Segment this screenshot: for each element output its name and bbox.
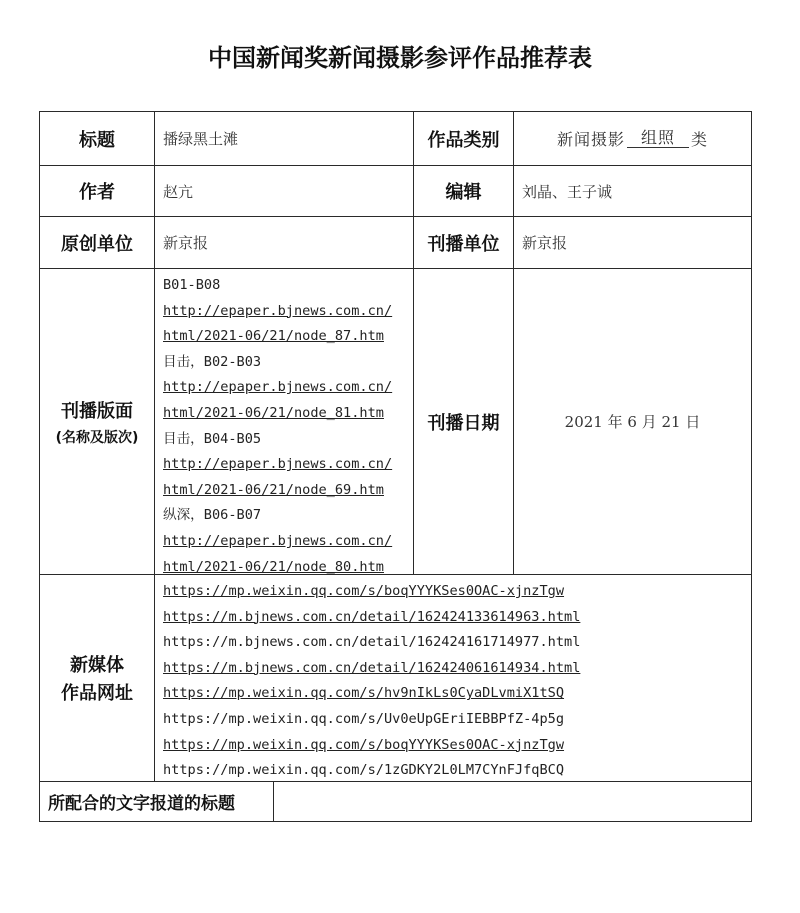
editor-label: 编辑 xyxy=(445,182,482,203)
category-label: 作品类别 xyxy=(427,129,500,151)
author-label: 作者 xyxy=(79,182,115,203)
layout-line: 目击，B04-B05 xyxy=(163,430,262,447)
original-unit-value: 新京报 xyxy=(163,234,209,252)
category-fill: 组照 xyxy=(627,129,689,148)
publish-date-label-cell xyxy=(413,268,514,575)
related-text-value-cell xyxy=(273,781,752,822)
layout-sublabel: (名称及版次) xyxy=(55,429,139,446)
category-value-cell xyxy=(513,111,752,166)
layout-link[interactable]: html/2021-06/21/node_81.htm xyxy=(163,404,384,421)
layout-value-cell xyxy=(154,268,414,575)
publish-unit-label: 刊播单位 xyxy=(427,233,500,255)
layout-link[interactable]: http://epaper.bjnews.com.cn/ xyxy=(163,379,393,396)
publish-date-value-cell xyxy=(513,268,752,575)
publish-unit-label-cell xyxy=(413,216,514,269)
layout-link[interactable]: html/2021-06/21/node_69.htm xyxy=(163,481,384,498)
author-value-cell xyxy=(154,165,414,217)
category-prefix: 新闻摄影 xyxy=(556,130,625,149)
layout-line: 纵深，B06-B07 xyxy=(163,507,262,524)
publish-unit-value-cell xyxy=(513,216,752,269)
new-media-url: https://mp.weixin.qq.com/s/Uv0eUpGEriIEBBPfZ-4p5g xyxy=(163,710,565,727)
title-label: 标题 xyxy=(79,129,115,151)
related-text-label: 所配合的文字报道的标题 xyxy=(48,794,235,814)
layout-line: B01-B08 xyxy=(163,277,221,293)
new-media-label-2: 作品网址 xyxy=(61,683,133,704)
new-media-url: https://m.bjnews.com.cn/detail/162424161714977.html xyxy=(163,634,581,651)
new-media-urls xyxy=(163,579,580,782)
layout-link[interactable]: http://epaper.bjnews.com.cn/ xyxy=(163,532,393,549)
new-media-link[interactable]: https://mp.weixin.qq.com/s/boqYYYKSes0OAC-xjnzTgw xyxy=(163,736,565,753)
editor-value-cell xyxy=(513,165,752,217)
original-unit-label-cell xyxy=(39,216,155,269)
editor-label-cell xyxy=(413,165,514,217)
layout-line: 目击，B02-B03 xyxy=(163,353,262,370)
new-media-link[interactable]: https://m.bjnews.com.cn/detail/162424133614963.html xyxy=(163,608,581,625)
layout-link[interactable]: http://epaper.bjnews.com.cn/ xyxy=(163,302,393,319)
publish-unit-value: 新京报 xyxy=(522,234,568,252)
original-unit-label: 原创单位 xyxy=(61,233,133,255)
layout-link[interactable]: html/2021-06/21/node_87.htm xyxy=(163,328,384,345)
layout-link[interactable]: html/2021-06/21/node_80.htm xyxy=(163,558,384,575)
original-unit-value-cell xyxy=(154,216,414,269)
category-suffix: 类 xyxy=(691,130,709,149)
category-label-cell xyxy=(413,111,514,166)
title-value-cell xyxy=(154,111,414,166)
publish-date-value: 2021 年 6 月 21 日 xyxy=(564,413,701,431)
title-value: 播绿黑土滩 xyxy=(163,130,239,148)
editor-value: 刘晶、王子诚 xyxy=(522,182,613,201)
page-title: 中国新闻奖新闻摄影参评作品推荐表 xyxy=(208,44,592,72)
new-media-link[interactable]: https://mp.weixin.qq.com/s/boqYYYKSes0OAC-xjnzTgw xyxy=(163,583,565,599)
new-media-label-cell xyxy=(39,574,155,782)
layout-lines xyxy=(163,273,392,575)
new-media-link[interactable]: https://mp.weixin.qq.com/s/hv9nIkLs0CyaDLvmiX1tSQ xyxy=(163,685,565,702)
new-media-label-1: 新媒体 xyxy=(70,655,124,676)
new-media-value-cell xyxy=(154,574,752,782)
new-media-link[interactable]: https://m.bjnews.com.cn/detail/162424061614934.html xyxy=(163,659,581,676)
publish-date-label: 刊播日期 xyxy=(427,412,500,434)
layout-label-cell xyxy=(39,268,155,575)
author-label-cell xyxy=(39,165,155,217)
author-value: 赵亢 xyxy=(163,182,194,201)
layout-label: 刊播版面 xyxy=(61,400,133,422)
layout-link[interactable]: http://epaper.bjnews.com.cn/ xyxy=(163,456,393,473)
related-text-label-cell xyxy=(39,781,274,822)
title-label-cell xyxy=(39,111,155,166)
new-media-url: https://mp.weixin.qq.com/s/1zGDKY2L0LM7CYnFJfqBCQ xyxy=(163,762,565,779)
